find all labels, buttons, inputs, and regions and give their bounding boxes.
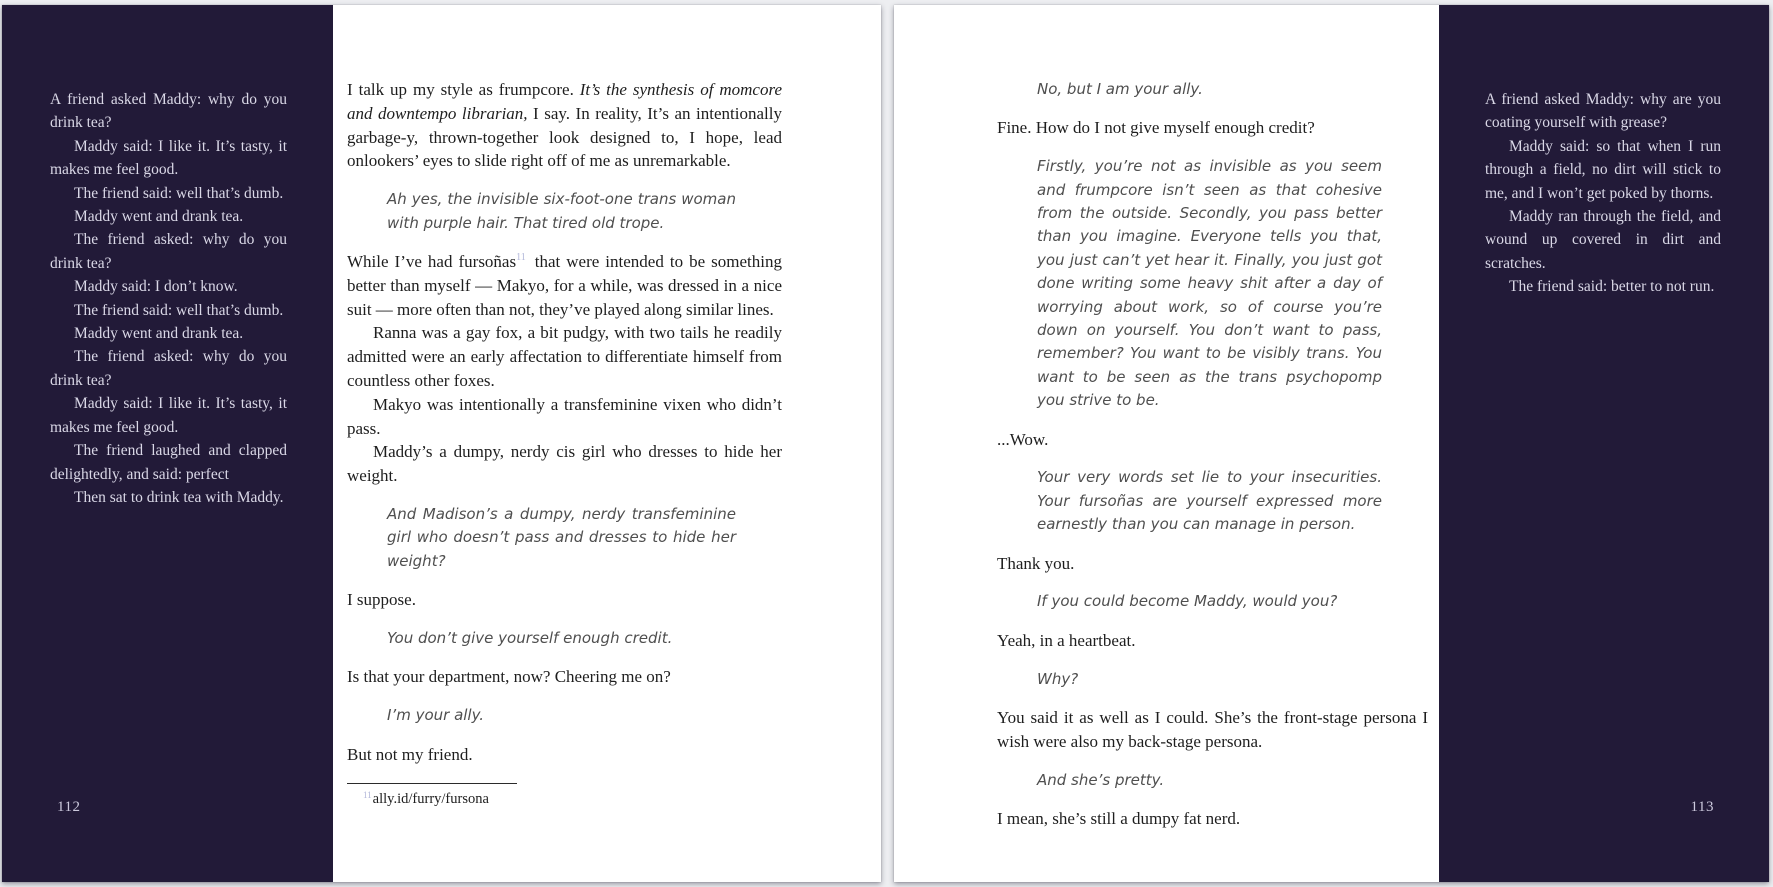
body-paragraph: But not my friend. [347, 744, 473, 764]
interjection-paragraph: If you could become Maddy, would you? [1037, 592, 1338, 611]
interjection-paragraph: And Madison’s a dumpy, nerdy transfeminine girl who doesn’t pass and dresses to hide her weight? [387, 504, 736, 570]
footnote-separator-rule [347, 783, 517, 784]
right-body-text [894, 5, 1439, 882]
interjection-paragraph: And she’s pretty. [1037, 770, 1165, 789]
page-number-113: 113 [1690, 799, 1714, 815]
right-margin-story-panel [1439, 5, 1769, 882]
story-line: The friend said: well that’s dumb. [74, 301, 284, 319]
body-italic-run: It’s the synthesis of momcore and downtempo librarian, [347, 80, 782, 123]
story-line: Maddy said: I like it. It’s tasty, it makes me feel good. [50, 137, 287, 179]
body-paragraph: Thank you. [997, 553, 1075, 573]
page-112 [2, 5, 881, 882]
body-text-run: I say. In reality, It’s an intentionally garbage-y, thrown-together look designed to, I hope, lead onlookers’ eyes to slide right off of me as unremarkable. [347, 103, 782, 171]
interjection-paragraph: I’m your ally. [387, 706, 485, 725]
body-paragraph: Ranna was a gay fox, a bit pudgy, with two tails he readily admitted were an early affectation to differentiate himself from countless other foxes. [347, 323, 782, 390]
left-body-text [333, 5, 881, 882]
interjection-paragraph: Ah yes, the invisible six-foot-one trans woman with purple hair. That tired old trope. [387, 190, 736, 232]
body-paragraph [347, 78, 782, 173]
story-line: Maddy said: I don’t know. [74, 278, 238, 296]
interjection-paragraph: Your very words set lie to your insecurities. Your fursoñas are yourself expressed more earnestly than you can manage in person. [1037, 468, 1382, 534]
body-paragraph: Fine. How do I not give myself enough credit? [997, 118, 1315, 138]
story-line: A friend asked Maddy: why are you coating yourself with grease? [1485, 91, 1721, 132]
interjection-paragraph: Why? [1037, 669, 1079, 688]
body-paragraph: I suppose. [347, 590, 416, 610]
story-line: The friend asked: why do you drink tea? [50, 348, 287, 389]
footnote-text: ally.id/furry/fursona [372, 791, 489, 808]
interjection-paragraph: Firstly, you’re not as invisible as you seem and frumpcore isn’t seen as that cohesive from the outside. Secondly, you pass better than you imagine. Everyone tells you that, you just can’t yet hear it. Finally, you just got done writing some heavy shit after a day of worrying about work, so of course you’re down on yourself. You don’t want to pass, remember? You want to be visibly trans. You want to be seen as the trans psychopomp you strive to be. [1037, 157, 1382, 410]
page-number-112: 112 [57, 799, 81, 815]
interjection-paragraph: No, but I am your ally. [1037, 80, 1203, 98]
right-story-text [1439, 5, 1769, 299]
story-line: The friend laughed and clapped delightedly, and said: perfect [50, 442, 287, 483]
body-paragraph: Makyo was intentionally a transfeminine vixen who didn’t pass. [347, 394, 782, 438]
story-line: The friend asked: why do you drink tea? [50, 231, 287, 272]
story-line: The friend said: well that’s dumb. [74, 184, 284, 202]
left-story-text [2, 5, 333, 509]
body-paragraph: You said it as well as I could. She’s the front-stage persona I wish were also my back-stage persona. [997, 708, 1428, 751]
body-paragraph: Is that your department, now? Cheering me on? [347, 667, 671, 687]
story-line: The friend said: better to not run. [1509, 278, 1715, 296]
story-line: Then sat to drink tea with Maddy. [74, 488, 284, 506]
story-line: Maddy went and drank tea. [74, 208, 244, 226]
body-text-run: I talk up my style as frumpcore. [347, 80, 580, 99]
body-text-run: While I’ve had fursoñas [347, 252, 517, 271]
body-text-run: that were intended to be something better than myself — Makyo, for a while, was dressed in a nice suit — more often than not, they’ve played along similar lines. [347, 252, 782, 319]
story-line: Maddy said: I like it. It’s tasty, it makes me feel good. [50, 395, 287, 436]
body-paragraph: Maddy’s a dumpy, nerdy cis girl who dresses to hide her weight. [347, 442, 782, 486]
page-113 [894, 5, 1769, 882]
story-line: Maddy went and drank tea. [74, 325, 244, 343]
story-line: Maddy ran through the field, and wound up covered in dirt and scratches. [1485, 208, 1721, 272]
footnote [347, 790, 782, 808]
left-margin-story-panel [2, 5, 333, 882]
story-line: A friend asked Maddy: why do you drink tea? [50, 91, 287, 132]
body-paragraph: Yeah, in a heartbeat. [997, 630, 1136, 650]
book-spread [2, 5, 1769, 882]
body-paragraph [347, 250, 782, 321]
story-line: Maddy said: so that when I run through a field, no dirt will stick to me, and I won’t get poked by thorns. [1485, 137, 1721, 202]
body-paragraph: ...Wow. [997, 429, 1049, 449]
interjection-paragraph: You don’t give yourself enough credit. [387, 628, 673, 647]
footnote-area [347, 783, 782, 808]
footnote-marker[interactable]: 11 [363, 789, 372, 800]
footnote-reference-link[interactable]: 11 [516, 252, 526, 264]
body-paragraph: I mean, she’s still a dumpy fat nerd. [997, 809, 1241, 829]
